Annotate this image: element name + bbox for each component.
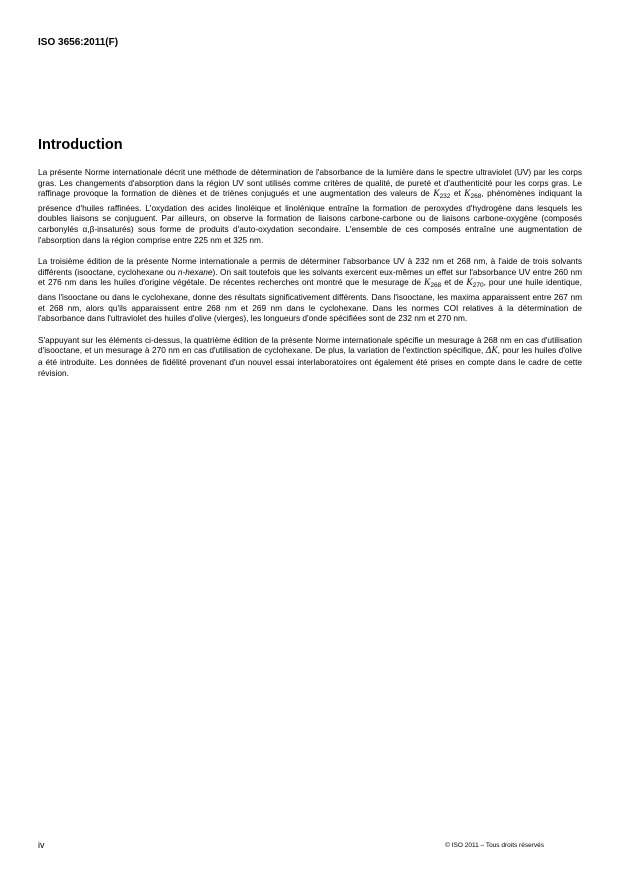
document-id: ISO 3656:2011(F) — [38, 37, 119, 48]
k232-symbol: $K_{232}$ — [433, 189, 451, 201]
n-hexane-term: n-hexane — [177, 266, 213, 277]
paragraph-2: La troisième édition de la présente Norme internationale a permis de déterminer l'absorbance UV à 232 nm et 268 nm, à l'aide de trois solvants différents (isooctane, cyclohexane ou n-hexane). On sait toutefois que les solvants exercent eux-mêmes un effet sur l'absorbance UV entre 260 nm et 276 nm dans les huiles d'origine végétale. De récentes recherches ont montré que le mesurage de $K_{268}$ et de $K_{270}$, pour une huile identique, dans l'isooctane ou dans le cyclohexane, donne des résultats significativement différents. Dans l'isooctane, les maxima apparaissent entre 267 nm et 268 nm, alors qu'ils apparaissent entre 268 nm et 269 nm dans le cyclohexane. Dans les normes COI relatives à la détermination de l'absorbance dans l'ultraviolet des huiles d'olive (vierges), les longueurs d'onde spécifiées sont de 232 nm et 270 nm. — [38, 256, 583, 324]
page-number: iv — [38, 840, 45, 850]
k268-symbol: $K_{268}$ — [464, 189, 482, 201]
introduction-body — [38, 167, 582, 389]
section-title: Introduction — [38, 137, 123, 153]
paragraph-1: La présente Norme internationale décrit une méthode de détermination de l'absorbance de la lumière dans le spectre ultraviolet (UV) par les corps gras. Les changements d'absorption dans la région UV sont utilisés comme critères de qualité, de pureté et d'authenticité pour les corps gras. Le raffinage provoque la formation de diènes et de triènes conjugués et une augmentation des valeurs de $K_{232}$ et $K_{268}$, phénomènes indiquant la présence d'huiles raffinées. L'oxydation des acides linoléique et linolénique entraîne la formation de peroxydes d'hydrogène dans lesquels les doubles liaisons se conjuguent. Par ailleurs, on observe la formation de liaisons carbone-carbone ou de liaisons carbone-oxygène (composés carbonylés α,β-insaturés) sous forme de produits d'auto-oxydation secondaire. L'ensemble de ces composés entraîne une augmentation de l'absorption dans la région comprise entre 225 nm et 325 nm. — [38, 167, 582, 245]
delta-k-symbol: ΔK — [485, 346, 498, 357]
k268-symbol: $K_{268}$ — [423, 278, 442, 290]
k270-symbol: $K_{270}$ — [466, 278, 484, 290]
copyright-notice: © ISO 2011 – Tous droits réservés — [445, 842, 544, 849]
paragraph-3: S'appuyant sur les éléments ci-dessus, la quatrième édition de la présente Norme internationale spécifie un mesurage à 268 nm en cas d'utilisation d'isooctane, et un mesurage à 270 nm en cas d'utilisation de cyclohexane. De plus, la variation de l'extinction spécifique, ΔK, pour les huiles d'olive a été introduite. Les données de fidélité provenant d'un nouvel essai interlaboratoires ont également été prises en compte dans le cadre de cette révision. — [38, 334, 582, 378]
